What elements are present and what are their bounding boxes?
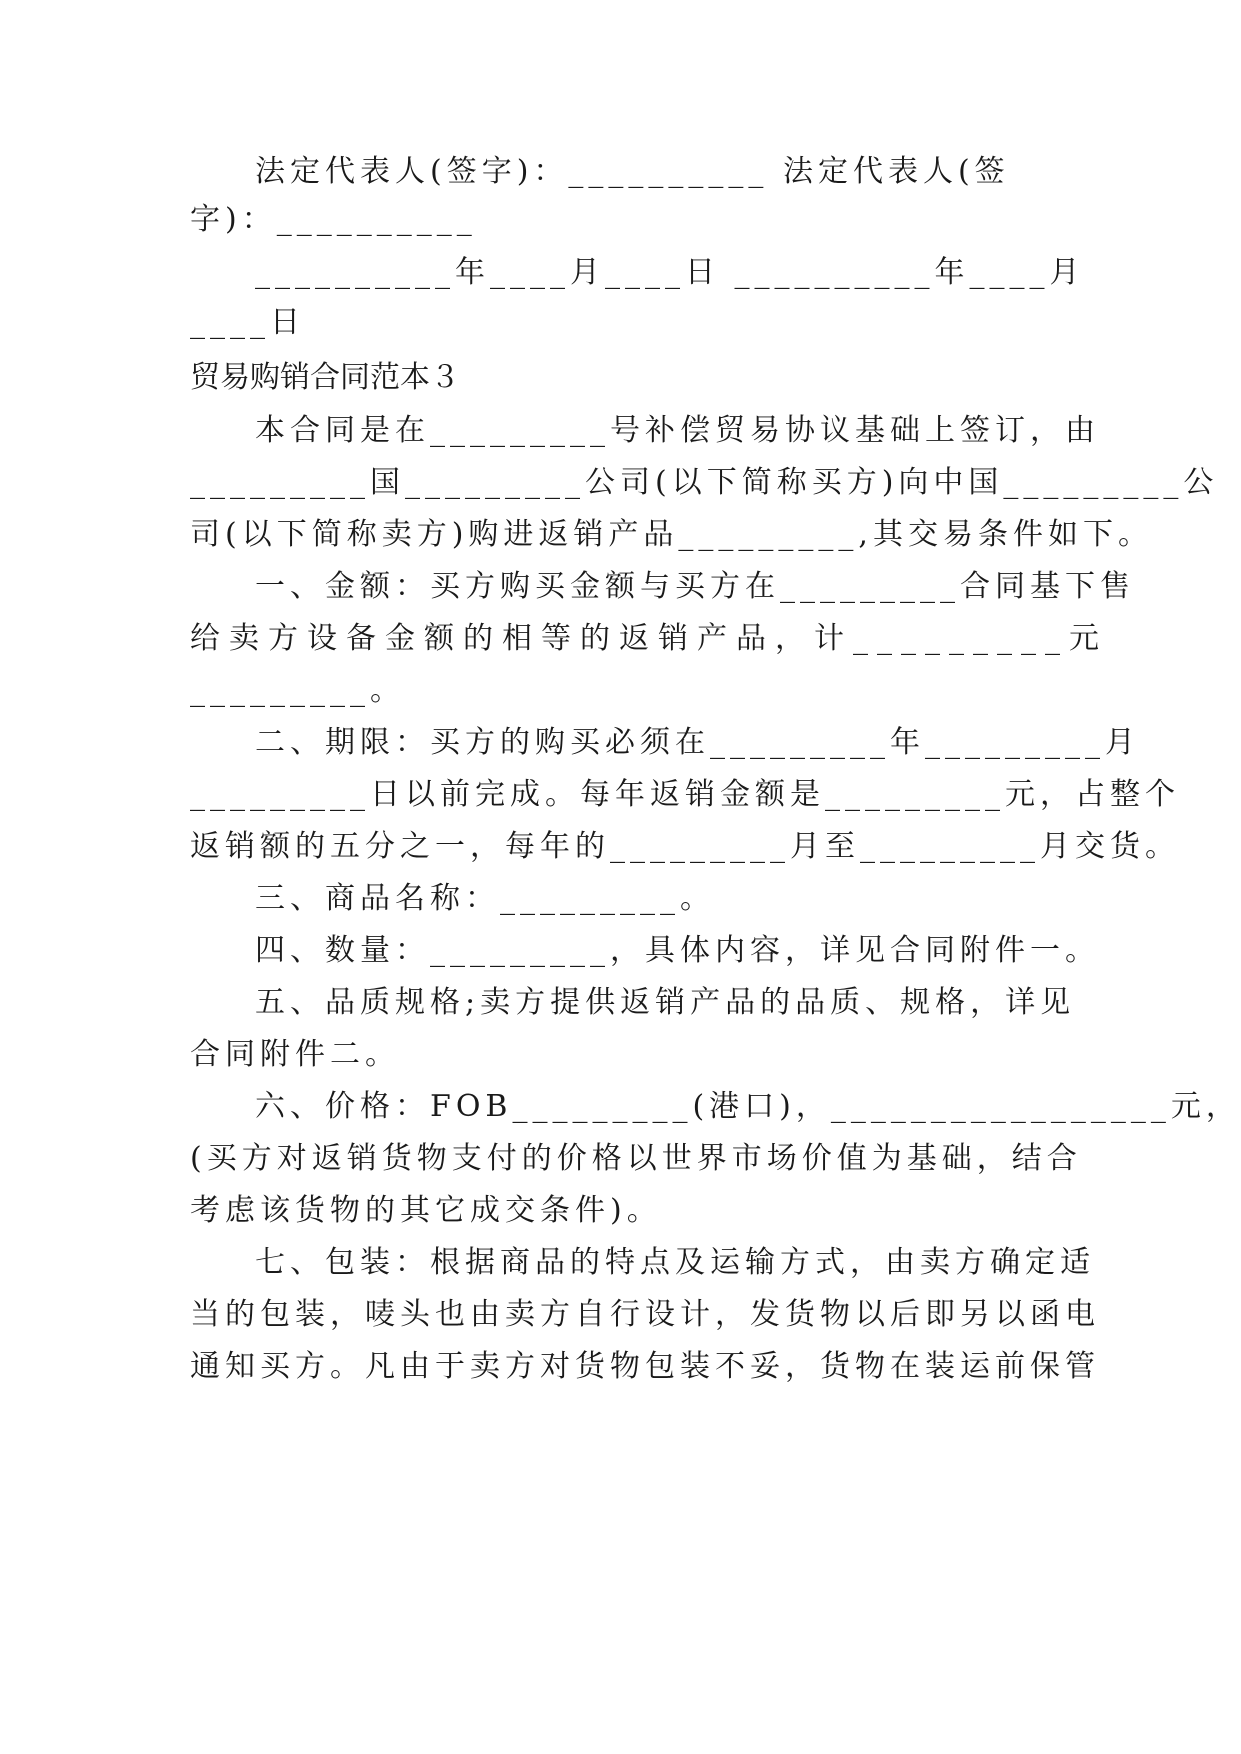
clause-packaging-3: 通知买方。凡由于卖方对货物包装不妥，货物在装运前保管 (190, 1349, 1100, 1384)
clause-term-3: 返销额的五分之一，每年的_________月至_________月交货。 (190, 829, 1180, 864)
clause-term-1: 二、期限：买方的购买必须在_________年_________月 (255, 725, 1140, 760)
clause-quantity: 四、数量：_________，具体内容，详见合同附件一。 (255, 933, 1100, 968)
clause-price-2: (买方对返销货物支付的价格以世界市场价值为基础，结合 (190, 1141, 1082, 1176)
paragraph-intro-1: 本合同是在_________号补偿贸易协议基础上签订，由 (255, 413, 1100, 448)
clause-packaging-2: 当的包装，唛头也由卖方自行设计，发货物以后即另以函电 (190, 1297, 1100, 1332)
section-title: 贸易购销合同范本３ (190, 360, 460, 395)
date-line: __________年____月____日 __________年____月 (255, 255, 1085, 290)
clause-quality-1: 五、品质规格;卖方提供返销产品的品质、规格，详见 (255, 985, 1076, 1020)
paragraph-intro-3: 司(以下简称卖方)购进返销产品_________,其交易条件如下。 (190, 517, 1153, 552)
clause-price-1: 六、价格：FOB_________(港口)，_________________元， (255, 1089, 1241, 1124)
clause-price-3: 考虑该货物的其它成交条件)。 (190, 1193, 662, 1228)
clause-term-2: _________日以前完成。每年返销金额是_________元，占整个 (190, 777, 1180, 812)
signature-line-1-cont: 字)：__________ (190, 202, 477, 237)
clause-packaging-1: 七、包装：根据商品的特点及运输方式，由卖方确定适 (255, 1245, 1095, 1280)
clause-product-name: 三、商品名称：_________。 (255, 881, 715, 916)
date-line-cont: ____日 (190, 305, 305, 340)
clause-amount-3: _________。 (190, 673, 405, 708)
clause-amount-1: 一、金额：买方购买金额与买方在_________合同基下售 (255, 569, 1135, 604)
signature-line-1: 法定代表人(签字)：__________ 法定代表人(签 (255, 154, 1010, 189)
clause-quality-2: 合同附件二。 (190, 1037, 400, 1072)
paragraph-intro-2: _________国_________公司(以下简称买方)向中国_________公 (190, 465, 1219, 500)
clause-amount-2: 给卖方设备金额的相等的返销产品，计_________元 (190, 621, 1108, 656)
